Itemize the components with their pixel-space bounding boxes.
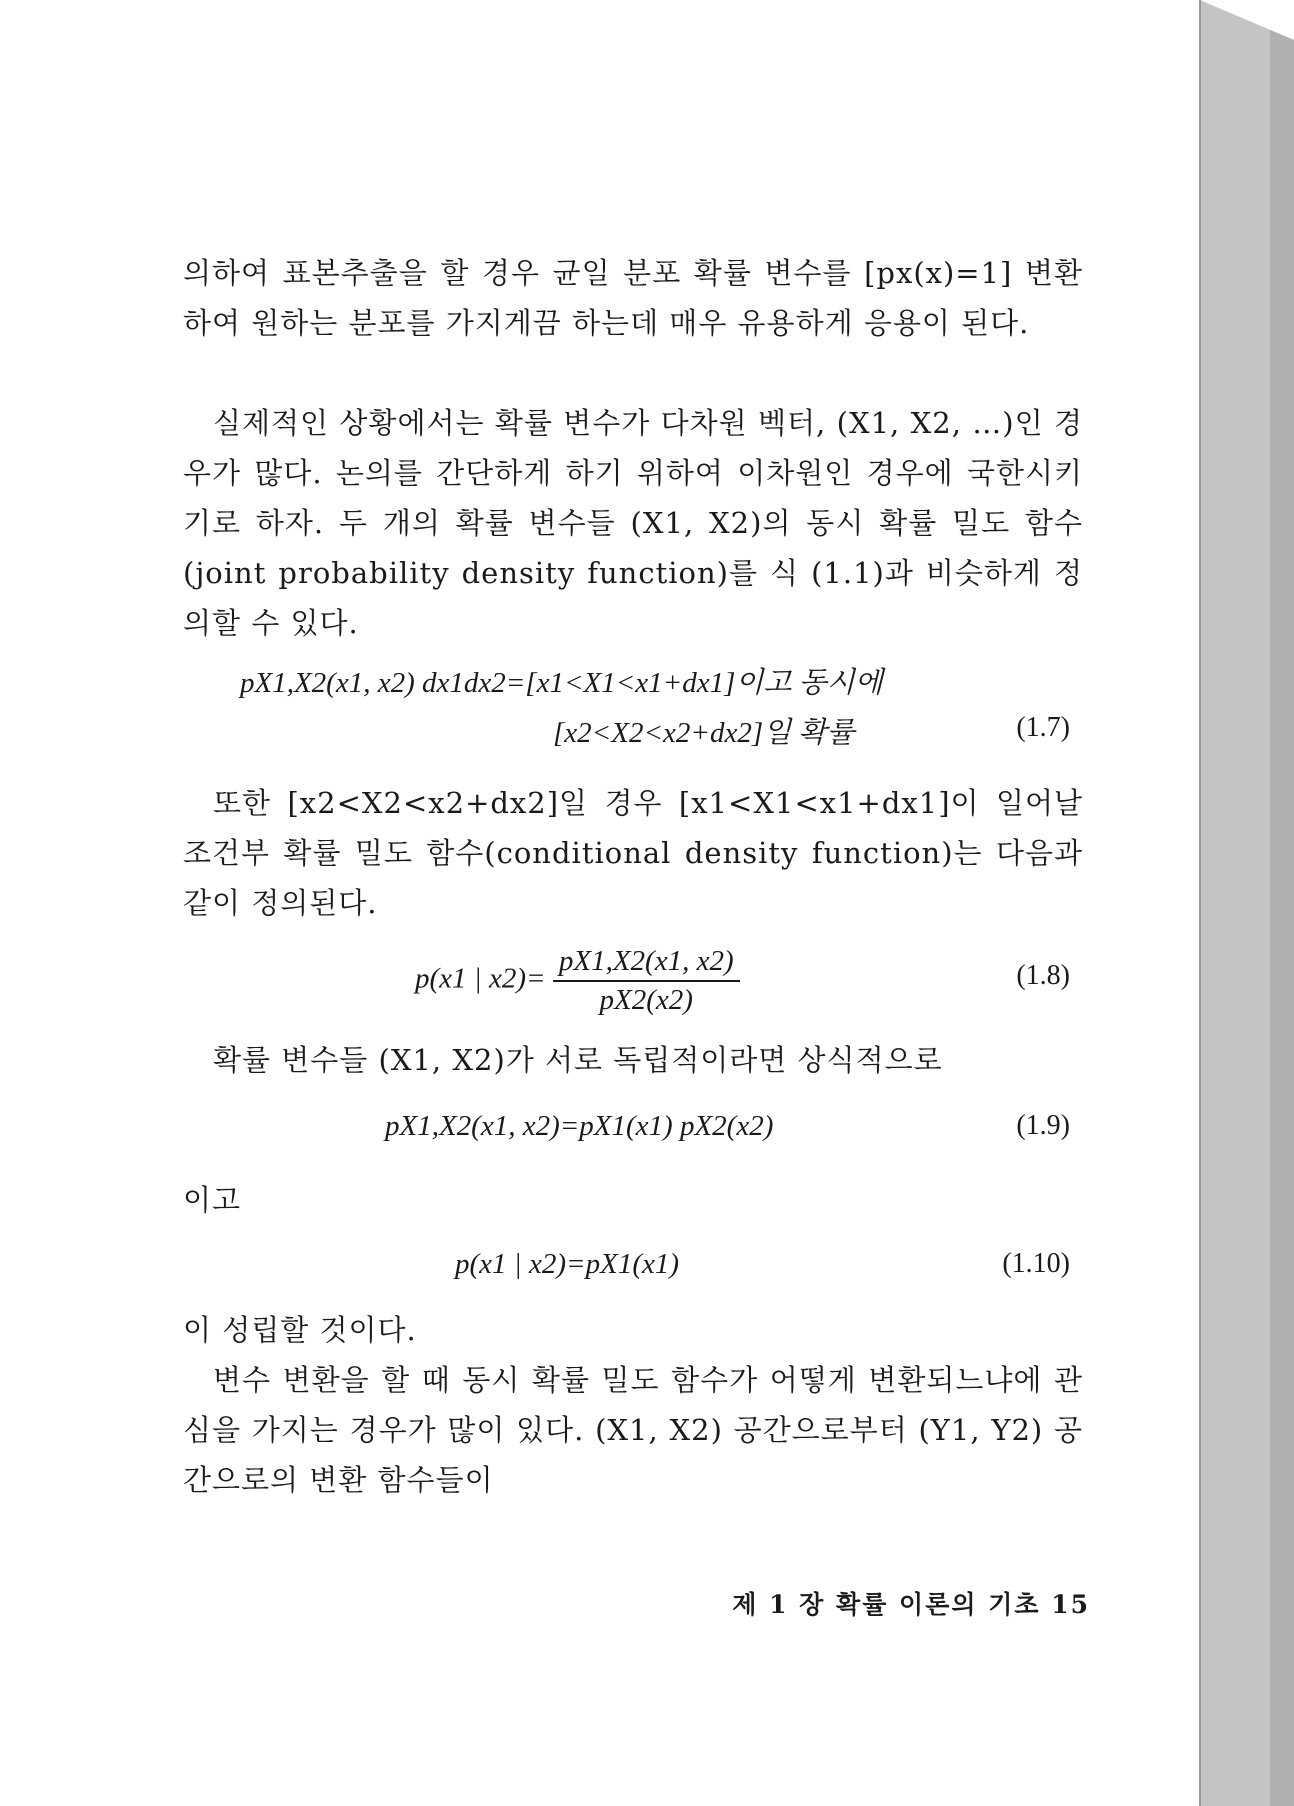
equation-1-7-line-2: [x2<X2<x2+dx2]일 확률 [553, 717, 855, 749]
paragraph-7: 변수 변환을 할 때 동시 확률 밀도 함수가 어떻게 변환되느냐에 관심을 가지는 경우가 많이 있다. (X1, X2) 공간으로부터 (Y1, Y2) 공간으로의 변환 함수들이 [183, 1363, 1083, 1497]
paragraph-6: 이 성립할 것이다. [183, 1313, 417, 1347]
paragraph-3: 또한 [x2<X2<x2+dx2]일 경우 [x1<X1<x1+dx1]이 일어날 조건부 확률 밀도 함수(conditional density function)는 다음과 같이 정의된다. [183, 786, 1083, 920]
paragraph-4: 확률 변수들 (X1, X2)가 서로 독립적이라면 상식적으로 [213, 1043, 943, 1077]
equation-number-1-9: (1.9) [1016, 1110, 1070, 1141]
equation-1-8 [415, 945, 740, 1017]
paragraph-5: 이고 [183, 1183, 242, 1217]
equation-1-8-numerator: pX1,X2(x1, x2) [553, 945, 740, 982]
equation-number-1-8: (1.8) [1016, 960, 1070, 991]
equation-1-10: p(x1 | x2)=pX1(x1) [455, 1248, 679, 1280]
paragraph-1: 의하여 표본추출을 할 경우 균일 분포 확률 변수를 [px(x)=1] 변환하여 원하는 분포를 가지게끔 하는데 매우 유용하게 응용이 된다. [183, 256, 1083, 340]
paragraph-2: 실제적인 상황에서는 확률 변수가 다차원 벡터, (X1, X2, …)인 경우가 많다. 논의를 간단하게 하기 위하여 이차원인 경우에 국한시키기로 하자. 두 개의 확률 변수들 (X1, X2)의 동시 확률 밀도 함수(joint probability density function)를 식 (1.1)과 비슷하게 정의할 수 있다. [183, 406, 1083, 640]
equation-1-9: pX1,X2(x1, x2)=pX1(x1) pX2(x2) [385, 1110, 774, 1142]
equation-number-1-7: (1.7) [1016, 712, 1070, 743]
equation-number-1-10: (1.10) [1002, 1248, 1070, 1279]
equation-1-7-line-1: pX1,X2(x1, x2) dx1dx2=[x1<X1<x1+dx1]이고 동시에 [240, 667, 883, 699]
equation-1-8-denominator: pX2(x2) [599, 984, 693, 1016]
equation-1-8-fraction [553, 945, 740, 1017]
page-footer: 제 1 장 확률 이론의 기초 15 [732, 1590, 1090, 1619]
equation-1-8-lhs: p(x1 | x2)= [415, 962, 546, 995]
